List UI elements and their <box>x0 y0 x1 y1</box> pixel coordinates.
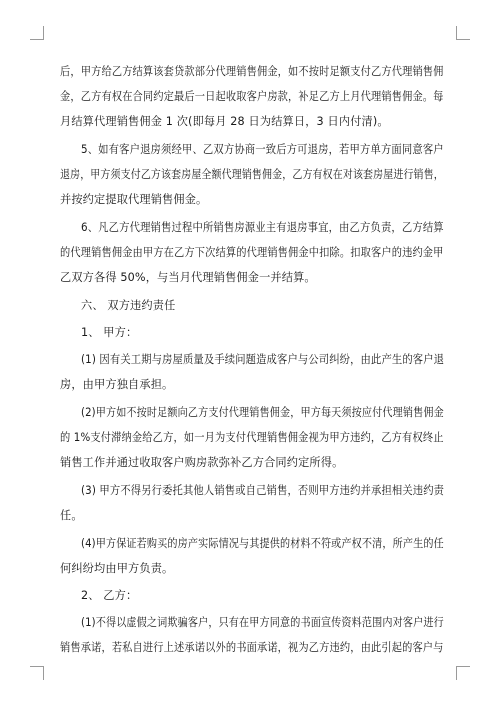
text-line: (4)甲方保证若购买的房产实际情况与其提供的材料不符或产权不清，所产生的任 <box>81 537 444 550</box>
subsection-heading: 1、 甲方： <box>81 326 138 339</box>
text-line: 6、凡乙方代理销售过程中所销售房源业主有退房事宜，由乙方负责，乙方结算 <box>81 221 444 234</box>
text-line: (1) 因有关工期与房屋质量及手续问题造成客户与公司纠纷，由此产生的客户退 <box>81 353 445 366</box>
subsection-heading: 2、 乙方： <box>81 589 138 602</box>
text-line: (1)不得以虚假之词欺骗客户，只有在甲方同意的书面宣传资料范围内对客户进行 <box>81 616 444 629</box>
text-line: 金，乙方有权在合同约定最后一日起收取客户房款，补足乙方上月代理销售佣金。每 <box>60 90 444 103</box>
text-line: 月结算代理销售佣金 1 次(即每月 28 日为结算日，3 日内付清)。 <box>60 115 389 128</box>
text-line: (3) 甲方不得另行委托其他人销售或自己销售，否则甲方违约并承担相关违约责 <box>81 484 445 497</box>
text-line: 销售工作并通过收取客户购房款弥补乙方合同约定所得。 <box>60 456 344 469</box>
text-line: 的代理销售佣金由甲方在乙方下次结算的代理销售佣金中扣除。扣取客户的违约金甲 <box>60 246 444 259</box>
text-line: 何纠纷均由甲方负责。 <box>60 562 174 575</box>
section-heading: 六、 双方违约责任 <box>81 299 176 312</box>
text-line: 房，由甲方独自承担。 <box>60 378 174 391</box>
text-line: 任。 <box>60 509 83 522</box>
text-line: 的 1%支付滞纳金给乙方，如一月为支付代理销售佣金视为甲方违约，乙方有权终止 <box>60 431 444 444</box>
text-line: (2)甲方如不按时足额向乙方支付代理销售佣金，甲方每天须按应付代理销售佣金 <box>81 406 444 419</box>
text-line: 退房，甲方须支付乙方该套房屋全额代理销售佣金，乙方有权在对该套房屋进行销售， <box>60 168 444 181</box>
text-line: 乙双方各得 50%，与当月代理销售佣金一并结算。 <box>60 271 316 284</box>
text-line: 并按约定提取代理销售佣金。 <box>60 193 208 206</box>
text-line: 5、如有客户退房须经甲、乙双方协商一致后方可退房，若甲方单方面同意客户 <box>81 143 444 156</box>
text-line: 销售承诺，若私自进行上述承诺以外的书面承诺，视为乙方违约，由此引起的客户与 <box>60 641 444 654</box>
text-line: 后，甲方给乙方结算该套贷款部分代理销售佣金，如不按时足额支付乙方代理销售佣 <box>60 65 444 78</box>
